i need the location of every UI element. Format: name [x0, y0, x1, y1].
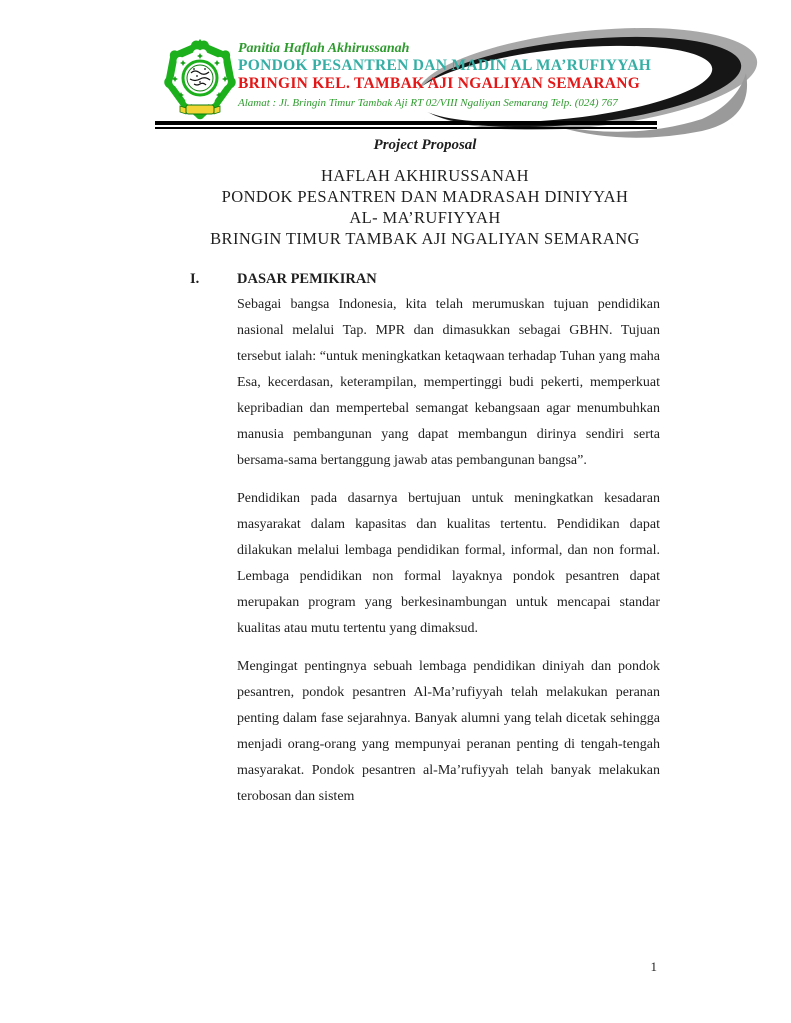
- title-line: PONDOK PESANTREN DAN MADRASAH DINIYYAH: [221, 187, 629, 206]
- letterhead-divider: [155, 121, 657, 129]
- title-line: HAFLAH AKHIRUSSANAH: [321, 166, 529, 185]
- paragraph: Mengingat pentingnya sebuah lembaga pendidikan diniyah dan pondok pesantren, pondok pesantren Al-Ma’rufiyyah telah melakukan peranan penting dalam fase sejarahnya. Banyak alumni yang telah dicetak sehingga menjadi orang-orang yang mempunyai peranan penting di tengah-tengah masyarakat. Pondok pesantren al-Ma’rufiyyah telah banyak melakukan terobosan dan sistem: [237, 659, 660, 804]
- section-dasar-pemikiran: [190, 266, 660, 810]
- doc-type-label: Project Proposal: [373, 137, 477, 153]
- paragraph: Pendidikan pada dasarnya bertujuan untuk meningkatkan kesadaran masyarakat dalam kapasitas dan kualitas tertentu. Pendidikan dapat dilakukan melalui lembaga pendidikan formal, informal, dan non formal. Lembaga pendidikan non formal layaknya pondok pesantren dapat merupakan program yang berkesinambungan untuk mencapai standar kualitas atau mutu tertentu yang dimaksud.: [237, 491, 660, 636]
- section-number: I.: [190, 271, 200, 287]
- title-line: AL- MA’RUFIYYAH: [349, 208, 501, 227]
- document-body: [190, 137, 660, 810]
- section-heading: DASAR PEMIKIRAN: [237, 271, 377, 287]
- pesantren-emblem-icon: [161, 38, 240, 123]
- letterhead-organization: PONDOK PESANTREN DAN MADIN AL MA’RUFIYYAH: [238, 57, 652, 74]
- section-heading-row: [190, 266, 660, 292]
- organization-logo: [161, 38, 240, 123]
- paragraph: Sebagai bangsa Indonesia, kita telah merumuskan tujuan pendidikan nasional melalui Tap. MPR dan dimasukkan sebagai GBHN. Tujuan tersebut ialah: “untuk meningkatkan ketaqwaan terhadap Tuhan yang maha Esa, kecerdasan, keterampilan, mempertinggi budi pekerti, memperkuat kepribadian dan mempertebal semangat kebangsaan agar menumbuhkan manusia pembangunan yang dapat membangun dirinya sendiri serta bersama-sama bertanggung jawab atas pembangunan bangsa”.: [237, 297, 660, 468]
- divider-thin-line: [155, 127, 657, 129]
- document-title: [190, 165, 660, 249]
- title-line: BRINGIN TIMUR TAMBAK AJI NGALIYAN SEMARANG: [210, 229, 640, 248]
- letterhead-committee: Panitia Haflah Akhirussanah: [238, 41, 410, 56]
- divider-thick-line: [155, 121, 657, 125]
- letterhead-address: Alamat : Jl. Bringin Timur Tambak Aji RT 02/VIII Ngaliyan Semarang Telp. (024) 767: [238, 97, 618, 109]
- letterhead-location: BRINGIN KEL. TAMBAK AJI NGALIYAN SEMARANG: [238, 75, 641, 92]
- page-number: 1: [650, 959, 657, 974]
- letterhead: [238, 40, 668, 110]
